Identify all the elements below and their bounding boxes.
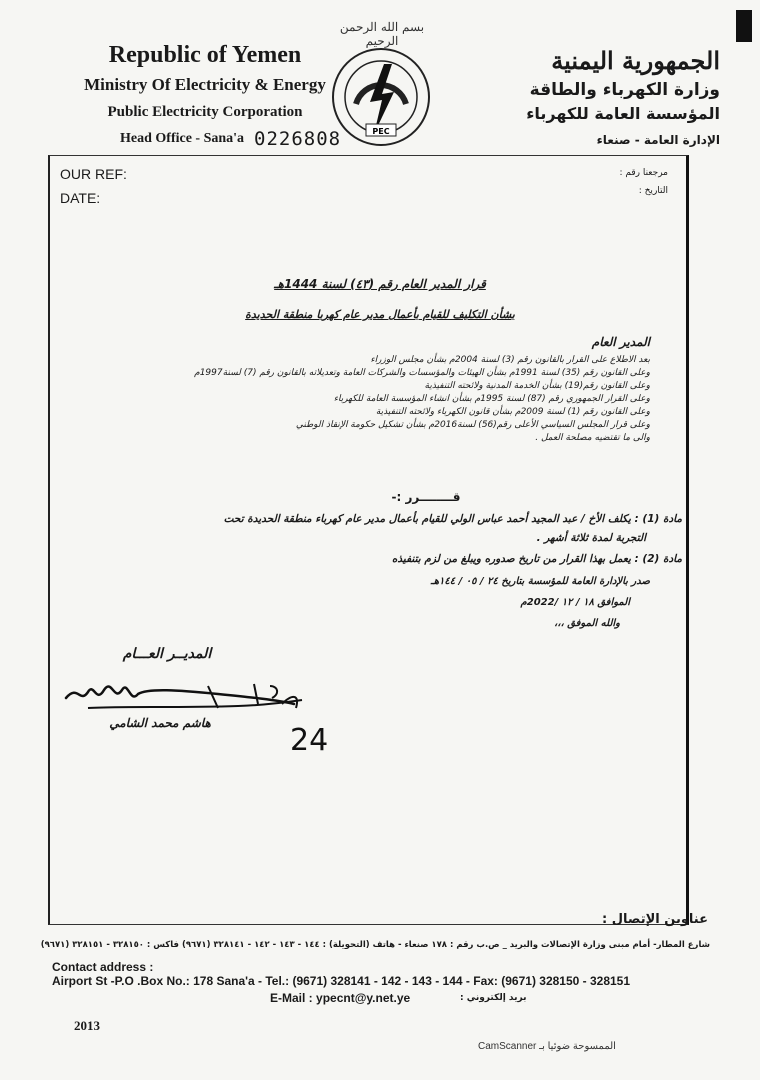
handwritten-number: 24 xyxy=(290,723,329,754)
article-2 xyxy=(82,550,682,569)
preamble-line: بعد الاطلاع على القرار بالقانون رقم (3) لسنة 2004م بشأن مجلس الوزراء xyxy=(370,355,650,365)
country-name-en: Republic of Yemen xyxy=(108,42,302,68)
preamble-line: وعلى القرار الجمهوري رقم (87) لسنة 1995م بشأن انشاء المؤسسة العامة للكهرباء xyxy=(333,394,650,404)
handwritten-signature xyxy=(58,664,348,754)
article-1-line-1: مادة (1) : يكلف الأخ / عبد المجيد أحمد عباس الولي للقيام بأعمال مدير عام كهرباء منطقة الحديدة تحت xyxy=(223,513,682,525)
signatory-name: هاشم محمد الشامي xyxy=(109,716,211,730)
email-label: E-Mail : xyxy=(270,991,313,1005)
corporation-name-en: Public Electricity Corporation xyxy=(107,104,303,120)
our-ref-label-ar: مرجعنا رقم : xyxy=(619,168,668,178)
logo-abbr: PEC xyxy=(372,127,390,136)
preamble-line: والى ما تقتضيه مصلحة العمل . xyxy=(535,433,650,443)
preamble-line: وعلى قرار المجلس السياسي الأعلى رقم(56) لسنة2016م بشأن تشكيل حكومة الإنقاذ الوطني xyxy=(295,420,650,430)
decision-title xyxy=(200,277,560,291)
basmala: بسم الله الرحمن الرحيم xyxy=(339,20,425,48)
print-year: 2013 xyxy=(74,1018,100,1033)
decision-subject xyxy=(180,308,580,321)
decided-heading: قــــــــرر :- xyxy=(391,490,461,504)
camscanner-note: الممسوحة ضوئيا بـ CamScanner xyxy=(478,1041,616,1052)
article-1-line-2: التجربة لمدة ثلاثة أشهر . xyxy=(536,532,646,544)
date-label-ar: التاريخ : xyxy=(638,186,668,196)
contact-address-ar: شارع المطار- أمام مبنى وزارة الإتصالات والبريد _ ص.ب رقم : ١٧٨ صنعاء - هاتف (التحويلة) : ١٤٤ - ١٤٣ - ١٤٢ - ٣٢٨١٤١ (٩٦٧١) فاكس : ٣٢٨١٥٠ - ٣٢٨١٥١ (٩٦٧١) xyxy=(40,940,710,950)
scan-edge-mark xyxy=(736,10,752,42)
office-name-en: Head Office - Sana'a xyxy=(120,131,245,146)
decision-title-text: قرار المدير العام رقم (٤٣) لسنة 1444هـ xyxy=(274,277,486,291)
country-name-ar: الجمهورية اليمنية xyxy=(551,46,720,75)
article-2-text: مادة (2) : يعمل بهذا القرار من تاريخ صدوره ويبلغ من لزم بتنفيذه xyxy=(391,553,682,565)
document-number: 0226808 xyxy=(254,128,342,150)
ministry-name-en: Ministry Of Electricity & Energy xyxy=(84,75,326,94)
email-row xyxy=(270,991,410,1005)
email-address: ypecnt@y.net.ye xyxy=(316,991,411,1005)
preamble xyxy=(50,354,650,445)
contact-address-label: Contact address : xyxy=(52,960,154,974)
our-ref-label: OUR REF: xyxy=(60,166,127,182)
closing-line: والله الموفق ،،، xyxy=(554,618,620,629)
signatory-title: المديــر العـــام xyxy=(122,646,212,662)
contact-heading-ar: عناوين الإتصال : xyxy=(602,912,708,927)
preamble-line: وعلى القانون رقم(19) بشأن الخدمة المدنية ولائحته التنفيذية xyxy=(424,381,650,391)
director-general-heading: المدير العام xyxy=(591,335,650,349)
decision-subject-text: بشأن التكليف للقيام بأعمال مدير عام كهربا منطقة الحديدة xyxy=(245,308,515,321)
corporation-name-ar: المؤسسة العامة للكهرباء xyxy=(526,104,720,123)
office-name-ar: الإدارة العامة - صنعاء xyxy=(596,133,720,147)
date-label: DATE: xyxy=(60,190,101,206)
contact-address-en: Airport St -P.O .Box No.: 178 Sana'a - Tel.: (9671) 328141 - 142 - 143 - 144 - Fax: (9671) 328150 - 328151 xyxy=(52,974,631,988)
ministry-name-ar: وزارة الكهرباء والطاقة xyxy=(529,80,720,100)
email-label-ar: بريد إلكتروني : xyxy=(460,993,527,1003)
issued-line: صدر بالإدارة العامة للمؤسسة بتاريخ ٢٤ / ٠٥ / ١٤٤هـ xyxy=(430,576,650,587)
pec-logo-icon xyxy=(326,42,436,152)
arabic-letterhead xyxy=(460,44,720,150)
corresponding-date: الموافق ١٨ / ١٢ /2022م xyxy=(520,597,630,608)
article-1 xyxy=(82,510,682,548)
preamble-line: وعلى القانون رقم (35) لسنة 1991م بشأن الهيئات والمؤسسات والشركات العامة وتعديلاته بالقانون رقم (7) لسنة1997م xyxy=(194,368,650,378)
preamble-line: وعلى القانون رقم (1) لسنة 2009م بشأن قانون الكهرباء ولائحته التنفيذية xyxy=(375,407,650,417)
